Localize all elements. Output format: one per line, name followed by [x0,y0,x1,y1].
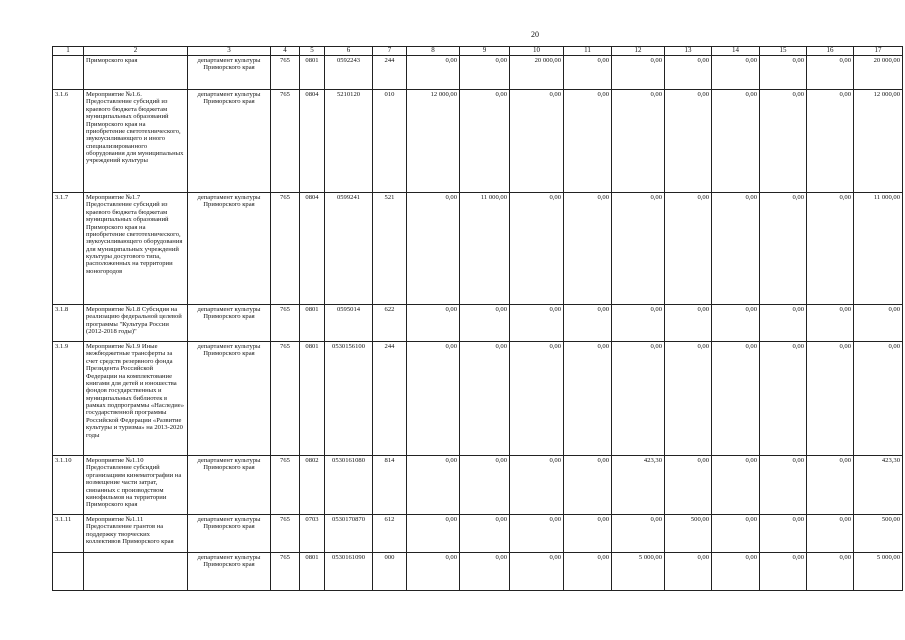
amount-cell: 0,00 [712,456,760,515]
amount-cell: 0,00 [510,342,564,456]
amount-cell: 0,00 [712,90,760,193]
amount-cell: 0,00 [510,193,564,305]
column-header-8: 8 [407,47,460,56]
item-number-cell: 3.1.10 [53,456,84,515]
section-code-cell: 0703 [300,515,325,553]
amount-cell: 0,00 [407,515,460,553]
amount-cell: 0,00 [760,553,807,591]
header-row [53,47,903,56]
amount-cell: 0,00 [712,193,760,305]
department-cell: департамент культуры Приморского края [188,193,271,305]
section-code-cell: 0801 [300,305,325,342]
amount-cell: 0,00 [510,553,564,591]
amount-cell: 0,00 [712,56,760,90]
expense-type-cell: 612 [373,515,407,553]
column-header-4: 4 [271,47,300,56]
expense-type-cell: 521 [373,193,407,305]
amount-cell: 0,00 [807,553,854,591]
amount-cell: 0,00 [665,193,712,305]
section-code-cell: 0801 [300,56,325,90]
grbs-code-cell: 765 [271,193,300,305]
section-code-cell: 0801 [300,553,325,591]
column-header-13: 13 [665,47,712,56]
column-header-14: 14 [712,47,760,56]
table-row [53,342,903,456]
amount-cell: 423,30 [854,456,903,515]
amount-cell: 0,00 [460,553,510,591]
column-header-10: 10 [510,47,564,56]
section-code-cell: 0802 [300,456,325,515]
target-article-cell: 0599241 [325,193,373,305]
amount-cell: 0,00 [407,342,460,456]
column-header-7: 7 [373,47,407,56]
budget-table [52,46,903,591]
column-header-5: 5 [300,47,325,56]
amount-cell: 0,00 [760,456,807,515]
column-header-15: 15 [760,47,807,56]
amount-cell: 0,00 [407,193,460,305]
column-header-2: 2 [84,47,188,56]
target-article-cell: 0595014 [325,305,373,342]
description-cell: Мероприятие №1.8 Субсидия на реализацию федеральной целевой программы "Культура России (2012-2018 годы)" [84,305,188,342]
amount-cell: 0,00 [510,515,564,553]
expense-type-cell: 000 [373,553,407,591]
amount-cell: 0,00 [460,305,510,342]
table-row [53,90,903,193]
grbs-code-cell: 765 [271,342,300,456]
amount-cell: 0,00 [807,456,854,515]
amount-cell: 0,00 [460,515,510,553]
amount-cell: 20 000,00 [854,56,903,90]
amount-cell: 0,00 [510,305,564,342]
grbs-code-cell: 765 [271,90,300,193]
grbs-code-cell: 765 [271,553,300,591]
amount-cell: 0,00 [807,56,854,90]
amount-cell: 0,00 [564,193,612,305]
target-article-cell: 5210120 [325,90,373,193]
amount-cell: 0,00 [407,553,460,591]
department-cell: департамент культуры Приморского края [188,305,271,342]
department-cell: департамент культуры Приморского края [188,553,271,591]
expense-type-cell: 244 [373,342,407,456]
amount-cell: 0,00 [564,90,612,193]
amount-cell: 0,00 [510,456,564,515]
amount-cell: 0,00 [564,305,612,342]
amount-cell: 0,00 [854,305,903,342]
item-number-cell: 3.1.8 [53,305,84,342]
amount-cell: 0,00 [760,193,807,305]
grbs-code-cell: 765 [271,456,300,515]
column-header-16: 16 [807,47,854,56]
target-article-cell: 0530161090 [325,553,373,591]
amount-cell: 0,00 [665,553,712,591]
department-cell: департамент культуры Приморского края [188,90,271,193]
amount-cell: 0,00 [407,56,460,90]
amount-cell: 5 000,00 [854,553,903,591]
table-row [53,305,903,342]
amount-cell: 0,00 [460,56,510,90]
table-body [53,56,903,591]
amount-cell: 11 000,00 [854,193,903,305]
expense-type-cell: 622 [373,305,407,342]
amount-cell: 0,00 [460,342,510,456]
description-cell: Мероприятие №1.7 Предоставление субсидий из краевого бюджета бюджетам муниципальных образований Приморского края на приобретение светотехнического, звукоусиливающего оборудования для муниципальных учреждений культуры досугового типа, расположенных на территории моногородов [84,193,188,305]
item-number-cell: 3.1.7 [53,193,84,305]
expense-type-cell: 814 [373,456,407,515]
expense-type-cell: 244 [373,56,407,90]
amount-cell: 0,00 [760,56,807,90]
amount-cell: 11 000,00 [460,193,510,305]
amount-cell: 0,00 [665,56,712,90]
amount-cell: 0,00 [460,456,510,515]
amount-cell: 5 000,00 [612,553,665,591]
target-article-cell: 0530170870 [325,515,373,553]
table-row [53,456,903,515]
page-number: 20 [531,30,539,39]
description-cell [84,553,188,591]
item-number-cell: 3.1.9 [53,342,84,456]
target-article-cell: 0530156100 [325,342,373,456]
column-header-12: 12 [612,47,665,56]
amount-cell: 0,00 [564,342,612,456]
item-number-cell: 3.1.11 [53,515,84,553]
target-article-cell: 0530161080 [325,456,373,515]
amount-cell: 0,00 [460,90,510,193]
description-cell: Мероприятие №1.6. Предоставление субсидий из краевого бюджета бюджетам муниципальных образований Приморского края на приобретение светотехнического, звукоусиливающего и иного специализированного оборудования для муниципальных учреждений культуры [84,90,188,193]
section-code-cell: 0801 [300,342,325,456]
amount-cell: 0,00 [760,90,807,193]
department-cell: департамент культуры Приморского края [188,342,271,456]
amount-cell: 0,00 [612,90,665,193]
target-article-cell: 0592243 [325,56,373,90]
department-cell: департамент культуры Приморского края [188,56,271,90]
column-header-3: 3 [188,47,271,56]
amount-cell: 423,30 [612,456,665,515]
grbs-code-cell: 765 [271,56,300,90]
table-row [53,553,903,591]
amount-cell: 0,00 [760,515,807,553]
amount-cell: 0,00 [612,342,665,456]
amount-cell: 0,00 [712,515,760,553]
amount-cell: 0,00 [407,456,460,515]
description-cell: Мероприятие №1.9 Иные межбюджетные трансферты за счет средств резервного фонда Президента Российской Федерации на комплектование книгами для детей и юношества фондов государственных и муниципальных библиотек в рамках подпрограммы «Наследие» государственной программы Российской Федерации «Развитие культуры и туризма» на 2013-2020 годы [84,342,188,456]
amount-cell: 0,00 [665,305,712,342]
amount-cell: 0,00 [510,90,564,193]
amount-cell: 12 000,00 [407,90,460,193]
amount-cell: 0,00 [712,553,760,591]
amount-cell: 0,00 [564,515,612,553]
amount-cell: 0,00 [760,305,807,342]
amount-cell: 0,00 [807,90,854,193]
table-row [53,56,903,90]
amount-cell: 0,00 [712,305,760,342]
description-cell: Приморского края [84,56,188,90]
amount-cell: 0,00 [564,553,612,591]
amount-cell: 0,00 [407,305,460,342]
column-header-17: 17 [854,47,903,56]
description-cell: Мероприятие №1.10 Предоставление субсидий организациям кинематографии на возмещение части затрат, связанных с производством кинофильмов на территории Приморского края [84,456,188,515]
column-header-9: 9 [460,47,510,56]
amount-cell: 0,00 [665,90,712,193]
table-row [53,193,903,305]
section-code-cell: 0804 [300,193,325,305]
item-number-cell [53,553,84,591]
column-header-11: 11 [564,47,612,56]
amount-cell: 0,00 [807,305,854,342]
amount-cell: 0,00 [854,342,903,456]
amount-cell: 500,00 [665,515,712,553]
amount-cell: 0,00 [564,456,612,515]
amount-cell: 0,00 [665,456,712,515]
item-number-cell: 3.1.6 [53,90,84,193]
grbs-code-cell: 765 [271,305,300,342]
department-cell: департамент культуры Приморского края [188,456,271,515]
column-header-6: 6 [325,47,373,56]
amount-cell: 0,00 [807,515,854,553]
amount-cell: 0,00 [612,515,665,553]
amount-cell: 0,00 [665,342,712,456]
table-row [53,515,903,553]
section-code-cell: 0804 [300,90,325,193]
amount-cell: 0,00 [612,193,665,305]
item-number-cell [53,56,84,90]
amount-cell: 500,00 [854,515,903,553]
amount-cell: 0,00 [807,342,854,456]
amount-cell: 0,00 [760,342,807,456]
amount-cell: 20 000,00 [510,56,564,90]
column-header-1: 1 [53,47,84,56]
amount-cell: 0,00 [612,305,665,342]
expense-type-cell: 010 [373,90,407,193]
amount-cell: 0,00 [807,193,854,305]
grbs-code-cell: 765 [271,515,300,553]
department-cell: департамент культуры Приморского края [188,515,271,553]
amount-cell: 0,00 [564,56,612,90]
amount-cell: 0,00 [612,56,665,90]
description-cell: Мероприятие №1.11 Предоставление грантов на поддержку творческих коллективов Приморского края [84,515,188,553]
amount-cell: 0,00 [712,342,760,456]
amount-cell: 12 000,00 [854,90,903,193]
